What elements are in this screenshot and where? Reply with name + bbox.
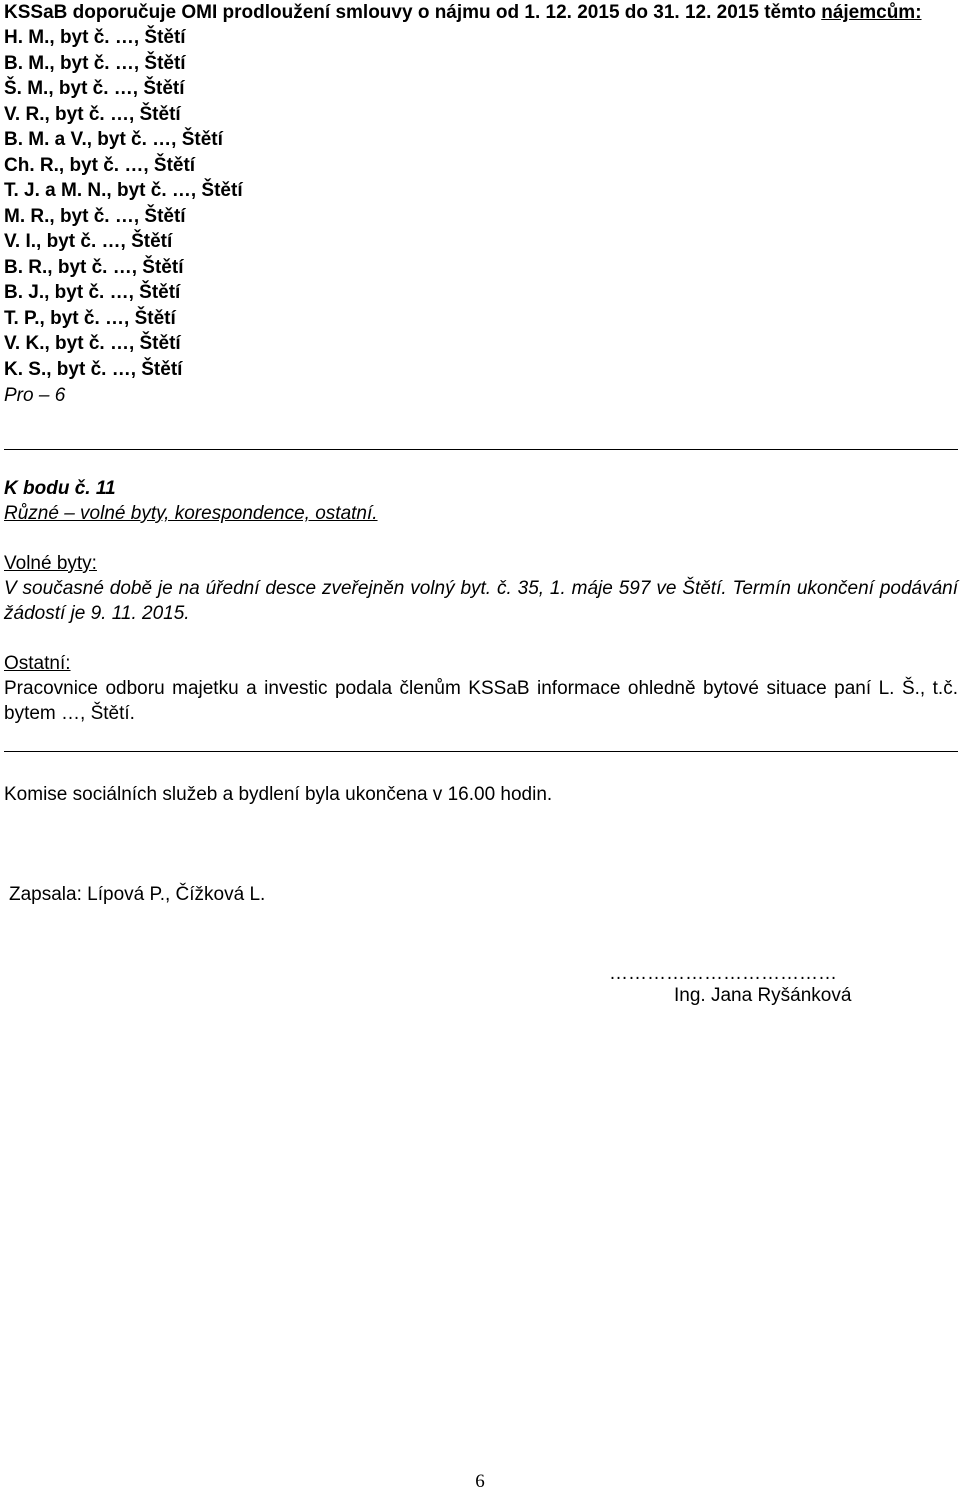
heading-text: KSSaB doporučuje OMI prodloužení smlouvy o nájmu od 1. 12. 2015 do 31. 12. 2015 těmto (4, 2, 822, 23)
tenant-item: Ch. R., byt č. …, Štětí (4, 154, 196, 176)
signatory-name: Ing. Jana Ryšánková (674, 985, 852, 1006)
other-label: Ostatní: (4, 653, 71, 674)
tenant-list (4, 25, 958, 382)
tenant-item: T. J. a M. N., byt č. …, Štětí (4, 180, 243, 201)
section-title: K bodu č. 11 (4, 478, 116, 499)
heading-underlined: nájemcům: (821, 2, 922, 23)
tenant-item: H. M., byt č. …, Štětí (4, 27, 186, 48)
section-subtitle: Různé – volné byty, korespondence, ostatní. (4, 503, 378, 524)
vote-result: Pro – 6 (4, 385, 66, 406)
tenant-item: K. S., byt č. …, Štětí (4, 358, 183, 380)
document-page (4, 0, 958, 905)
other-text: Pracovnice odboru majetku a investic podala členům KSSaB informace ohledně bytové situace paní L. Š., t.č. bytem …, Štětí. (4, 678, 958, 724)
closing-statement: Komise sociálních služeb a bydlení byla ukončena v 16.00 hodin. (4, 784, 553, 805)
recommendation-heading (4, 0, 958, 25)
signature-line: ……………………………… (609, 963, 837, 984)
section-divider (4, 449, 958, 450)
free-flats-text: V současné době je na úřední desce zveřejněn volný byt. č. 35, 1. máje 597 ve Štětí. Termín ukončení podávání žádostí je 9. 11. 2015. (4, 578, 958, 624)
tenant-item: Š. M., byt č. …, Štětí (4, 78, 185, 99)
tenant-item: B. R., byt č. …, Štětí (4, 256, 184, 278)
page-number: 6 (475, 1471, 485, 1492)
section-divider (4, 751, 958, 752)
free-flats-label: Volné byty: (4, 553, 97, 574)
recorded-by: Zapsala: Lípová P., Čížková L. (9, 884, 266, 905)
tenant-item: V. R., byt č. …, Štětí (4, 103, 181, 125)
tenant-item: B. J., byt č. …, Štětí (4, 282, 181, 303)
tenant-item: T. P., byt č. …, Štětí (4, 307, 176, 329)
tenant-item: B. M. a V., byt č. …, Štětí (4, 129, 223, 150)
tenant-item: M. R., byt č. …, Štětí (4, 205, 186, 227)
tenant-item: V. K., byt č. …, Štětí (4, 333, 181, 354)
tenant-item: V. I., byt č. …, Štětí (4, 231, 173, 252)
tenant-item: B. M., byt č. …, Štětí (4, 52, 186, 74)
